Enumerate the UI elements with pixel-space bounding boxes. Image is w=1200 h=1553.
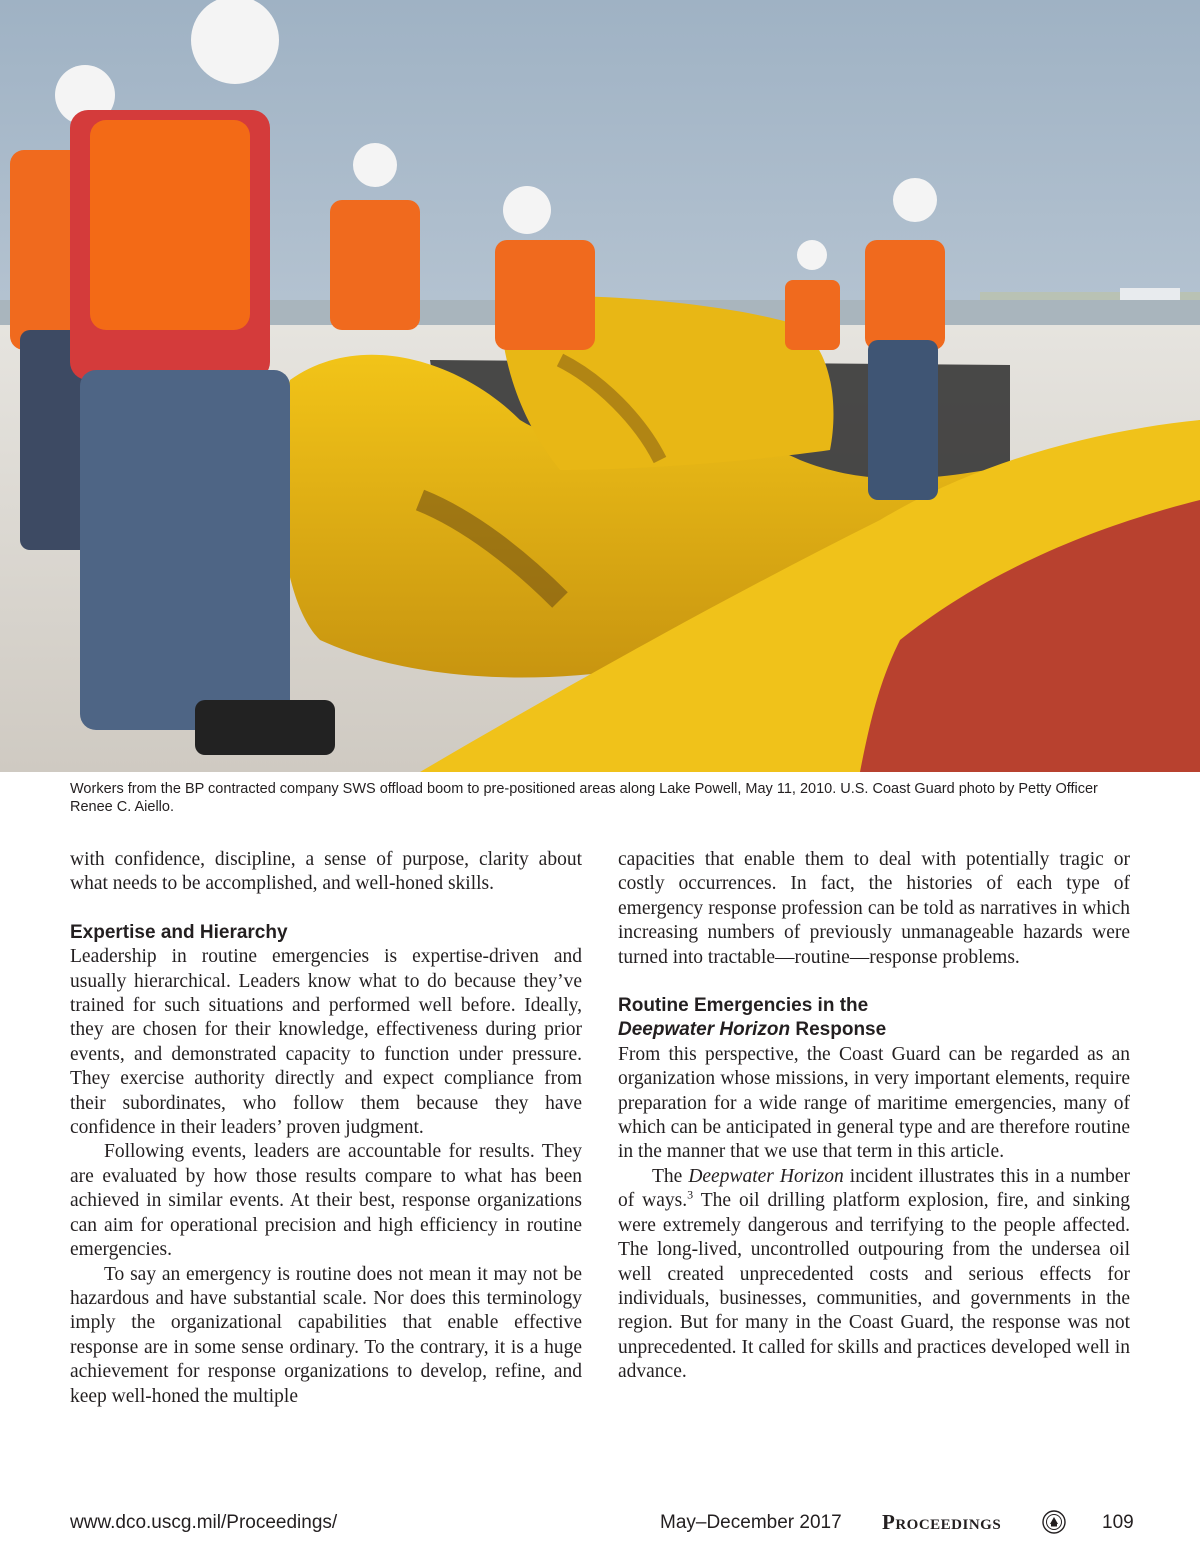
left-paragraph-3: To say an emergency is routine does not mean it may not be hazardous and have substantial scale. Nor does this terminology imply the organizational capabilities that enable effective response are in some sense ordinary. To the contrary, it is a huge achievement for response organizations to develop, refine, and keep well-honed the multiple bbox=[70, 1263, 582, 1407]
page-footer bbox=[70, 1512, 1132, 1542]
heading-line-2-rest: Response bbox=[790, 1019, 887, 1041]
right-paragraph-1: From this perspective, the Coast Guard can be regarded as an organization whose missions, in very important elements, require preparation for a wide range of maritime emergencies, many of which can be anticipated in general type and are therefore routine in the manner that we use that term in this article. bbox=[618, 1043, 1130, 1163]
footer-url-link[interactable]: www.dco.uscg.mil/Proceedings/ bbox=[70, 1512, 338, 1533]
left-paragraph-1: Leadership in routine emergencies is expertise-driven and usually hierarchical. Leaders know what to do because they’ve trained for such situations and performed well before. Ideally, they are chosen for their knowledge, effectiveness during prior events, and demonstrated capacity to function under pressure. They exercise authority directly and expect compliance from their subordinates, who follow them because they have confidence in their leaders’ proven judgment. bbox=[70, 946, 582, 1139]
heading-italic-title: Deepwater Horizon bbox=[618, 1019, 791, 1041]
coast-guard-seal-icon bbox=[1042, 1510, 1066, 1534]
p2-italic: Deepwater Horizon bbox=[688, 1165, 844, 1187]
p2-start: The bbox=[652, 1165, 689, 1187]
footer-magazine-title: Proceedings bbox=[882, 1510, 1002, 1534]
footer-issue-date: May–December 2017 bbox=[660, 1512, 842, 1533]
p2-end: The oil drilling platform explosion, fire, and sinking were extremely dangerous and terrifying to the people affected. The long-lived, uncontrolled outpouring from the undersea oil well created unprecedented costs and serious effects for individuals, businesses, communities, and governments in the region. But for many in the Coast Guard, the response was not unprecedented. It called for skills and practices developed well in advance. bbox=[618, 1190, 1130, 1383]
left-intro-paragraph: with confidence, discipline, a sense of purpose, clarity about what needs to be accomplished, and well-honed skills. bbox=[70, 849, 582, 895]
boom-offload-photo bbox=[0, 0, 1200, 772]
right-column bbox=[618, 848, 1130, 1385]
section-heading-routine bbox=[618, 994, 1130, 1043]
photo-caption: Workers from the BP contracted company SWS offload boom to pre-positioned areas along Lake Powell, May 11, 2010. U.S. Coast Guard photo by Petty Officer Renee C. Aiello. bbox=[70, 781, 1098, 815]
heading-line-1: Routine Emergencies in the bbox=[618, 995, 869, 1017]
page-number: 109 bbox=[1102, 1512, 1134, 1533]
right-paragraph-2 bbox=[618, 1165, 1130, 1385]
p2-mid: incident illustrates this in a number of ways. bbox=[618, 1165, 1130, 1212]
section-heading-expertise: Expertise and Hierarchy bbox=[70, 921, 288, 943]
left-paragraph-2: Following events, leaders are accountable for results. They are evaluated by how those results compare to what has been achieved in similar events. At their best, response organizations can aim for operational precision and high efficiency in routine emergencies. bbox=[70, 1141, 582, 1261]
right-intro-paragraph: capacities that enable them to deal with potentially tragic or costly occurrences. In fact, the histories of each type of emergency response profession can be told as narratives in which increasing numbers of previously unmanageable hazards were turned into tractable—routine—response problems. bbox=[618, 849, 1130, 968]
left-column bbox=[70, 848, 582, 1409]
footnote-ref[interactable]: 3 bbox=[687, 1187, 694, 1202]
